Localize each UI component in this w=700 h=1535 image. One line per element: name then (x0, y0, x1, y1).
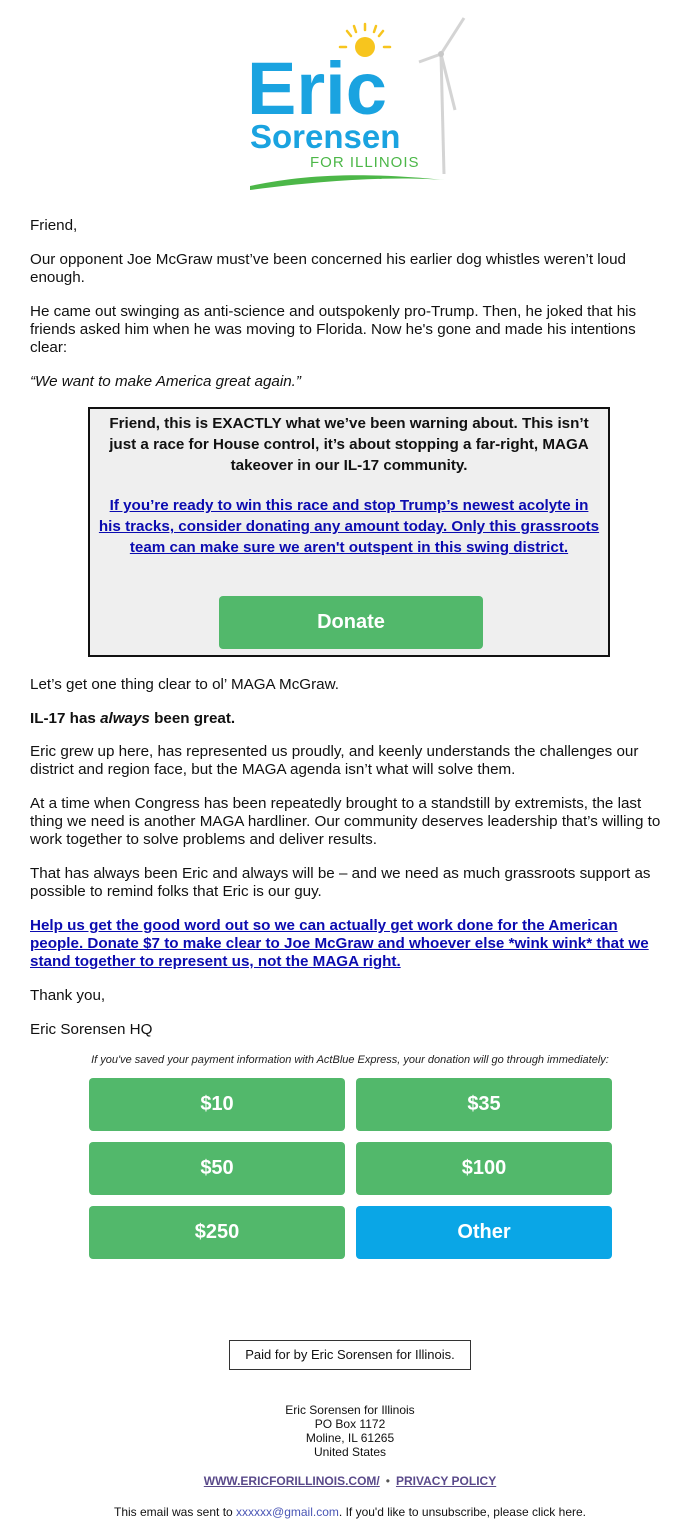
amount-button-other[interactable]: Other (356, 1206, 612, 1259)
middle-paragraph-3 (30, 743, 670, 779)
intro-paragraph-2 (30, 303, 670, 357)
intro-paragraph-1 (30, 251, 670, 287)
footer-links (0, 1474, 700, 1488)
middle-paragraph-4 (30, 795, 670, 849)
wind-turbine-icon (419, 18, 464, 174)
middle-paragraph-1 (30, 676, 670, 694)
amount-button-250[interactable]: $250 (89, 1206, 345, 1259)
callout-donate-link[interactable]: If you’re ready to win this race and stop Trump’s newest acolyte in his tracks, consider donating any amount today. Only this grassroots team can make sure we aren't outspent in this swing district. (98, 497, 600, 556)
address-line: Moline, IL 61265 (305, 1431, 395, 1445)
intro-p2: He came out swinging as anti-science and outspokenly pro-Trump. Then, he joked that his friends asked him when he was moving to Florida. Now he's gone and made his intentions clear: (30, 303, 637, 356)
greeting-text: Friend, (30, 217, 78, 234)
middle-p4: At a time when Congress has been repeatedly brought to a standstill by extremists, the last thing we need is another MAGA hardliner. Our community deserves leadership that’s willing to work together to solve problems and deliver results. (30, 795, 661, 848)
express-note: If you've saved your payment information with ActBlue Express, your donation will go through immediately: (91, 1054, 609, 1066)
address-line: Eric Sorensen for Illinois (285, 1403, 415, 1417)
intro-p1: Our opponent Joe McGraw must’ve been concerned his earlier dog whistles weren’t loud enough. (30, 251, 626, 286)
sent-to-notice (0, 1505, 700, 1519)
website-link[interactable]: WWW.ERICFORILLINOIS.COM/ (203, 1474, 380, 1488)
middle-p2 (30, 710, 670, 728)
recipient-email[interactable]: xxxxxx@gmail.com (236, 1505, 339, 1519)
signoff-text: Eric Sorensen HQ (30, 1021, 153, 1038)
middle-p5: That has always been Eric and always will be – and we need as much grassroots support as possible to remind folks that Eric is our guy. (30, 865, 651, 900)
callout-link-wrap (98, 495, 600, 558)
sent-to-prefix: This email was sent to (113, 1505, 237, 1519)
thanks (30, 987, 670, 1005)
campaign-logo (245, 14, 475, 192)
middle-paragraph-2 (30, 710, 670, 728)
logo-name: Eric (247, 47, 387, 130)
paid-for-disclaimer: Paid for by Eric Sorensen for Illinois. (229, 1340, 471, 1370)
amount-button-10[interactable]: $10 (89, 1078, 345, 1131)
amount-button-35[interactable]: $35 (356, 1078, 612, 1131)
greeting (30, 217, 670, 235)
quote (30, 373, 670, 391)
signoff (30, 1021, 670, 1039)
green-swoosh (250, 175, 445, 190)
address-line: PO Box 1172 (314, 1417, 386, 1431)
thanks-text: Thank you, (30, 987, 106, 1004)
amount-button-100[interactable]: $100 (356, 1142, 612, 1195)
middle-p2-emphasis: always (100, 710, 150, 727)
middle-paragraph-5 (30, 865, 670, 901)
donate-button[interactable]: Donate (219, 596, 483, 649)
footer-separator: • (385, 1474, 390, 1488)
unsubscribe-text[interactable]: . If you'd like to unsubscribe, please click here. (338, 1505, 586, 1519)
callout-headline: Friend, this is EXACTLY what we’ve been warning about. This isn’t just a race for House control, it’s about stopping a far-right, MAGA takeover in our IL-17 community. (109, 415, 589, 474)
logo-surname: Sorensen (250, 118, 401, 155)
middle-link-paragraph (30, 917, 670, 971)
amount-button-50[interactable]: $50 (89, 1142, 345, 1195)
privacy-policy-link[interactable]: PRIVACY POLICY (395, 1474, 497, 1488)
callout-box (88, 407, 610, 657)
quote-text: “We want to make America great again.” (30, 373, 301, 390)
donate-seven-link[interactable]: Help us get the good word out so we can actually get work done for the American people. Donate $7 to make clear to Joe McGraw and whoever else *wink wink* that we stand together to represent us, not the MAGA right. (30, 917, 649, 970)
middle-p2-suffix: been great. (149, 710, 236, 727)
middle-p2-prefix: IL-17 has (30, 710, 101, 727)
mailing-address (0, 1403, 700, 1459)
middle-p3: Eric grew up here, has represented us proudly, and keenly understands the challenges our district and region face, but the MAGA agenda isn’t what will solve them. (30, 743, 639, 778)
logo-tagline: FOR ILLINOIS (310, 154, 420, 171)
middle-p1: Let’s get one thing clear to ol’ MAGA McGraw. (30, 676, 339, 693)
address-line: United States (313, 1445, 387, 1459)
